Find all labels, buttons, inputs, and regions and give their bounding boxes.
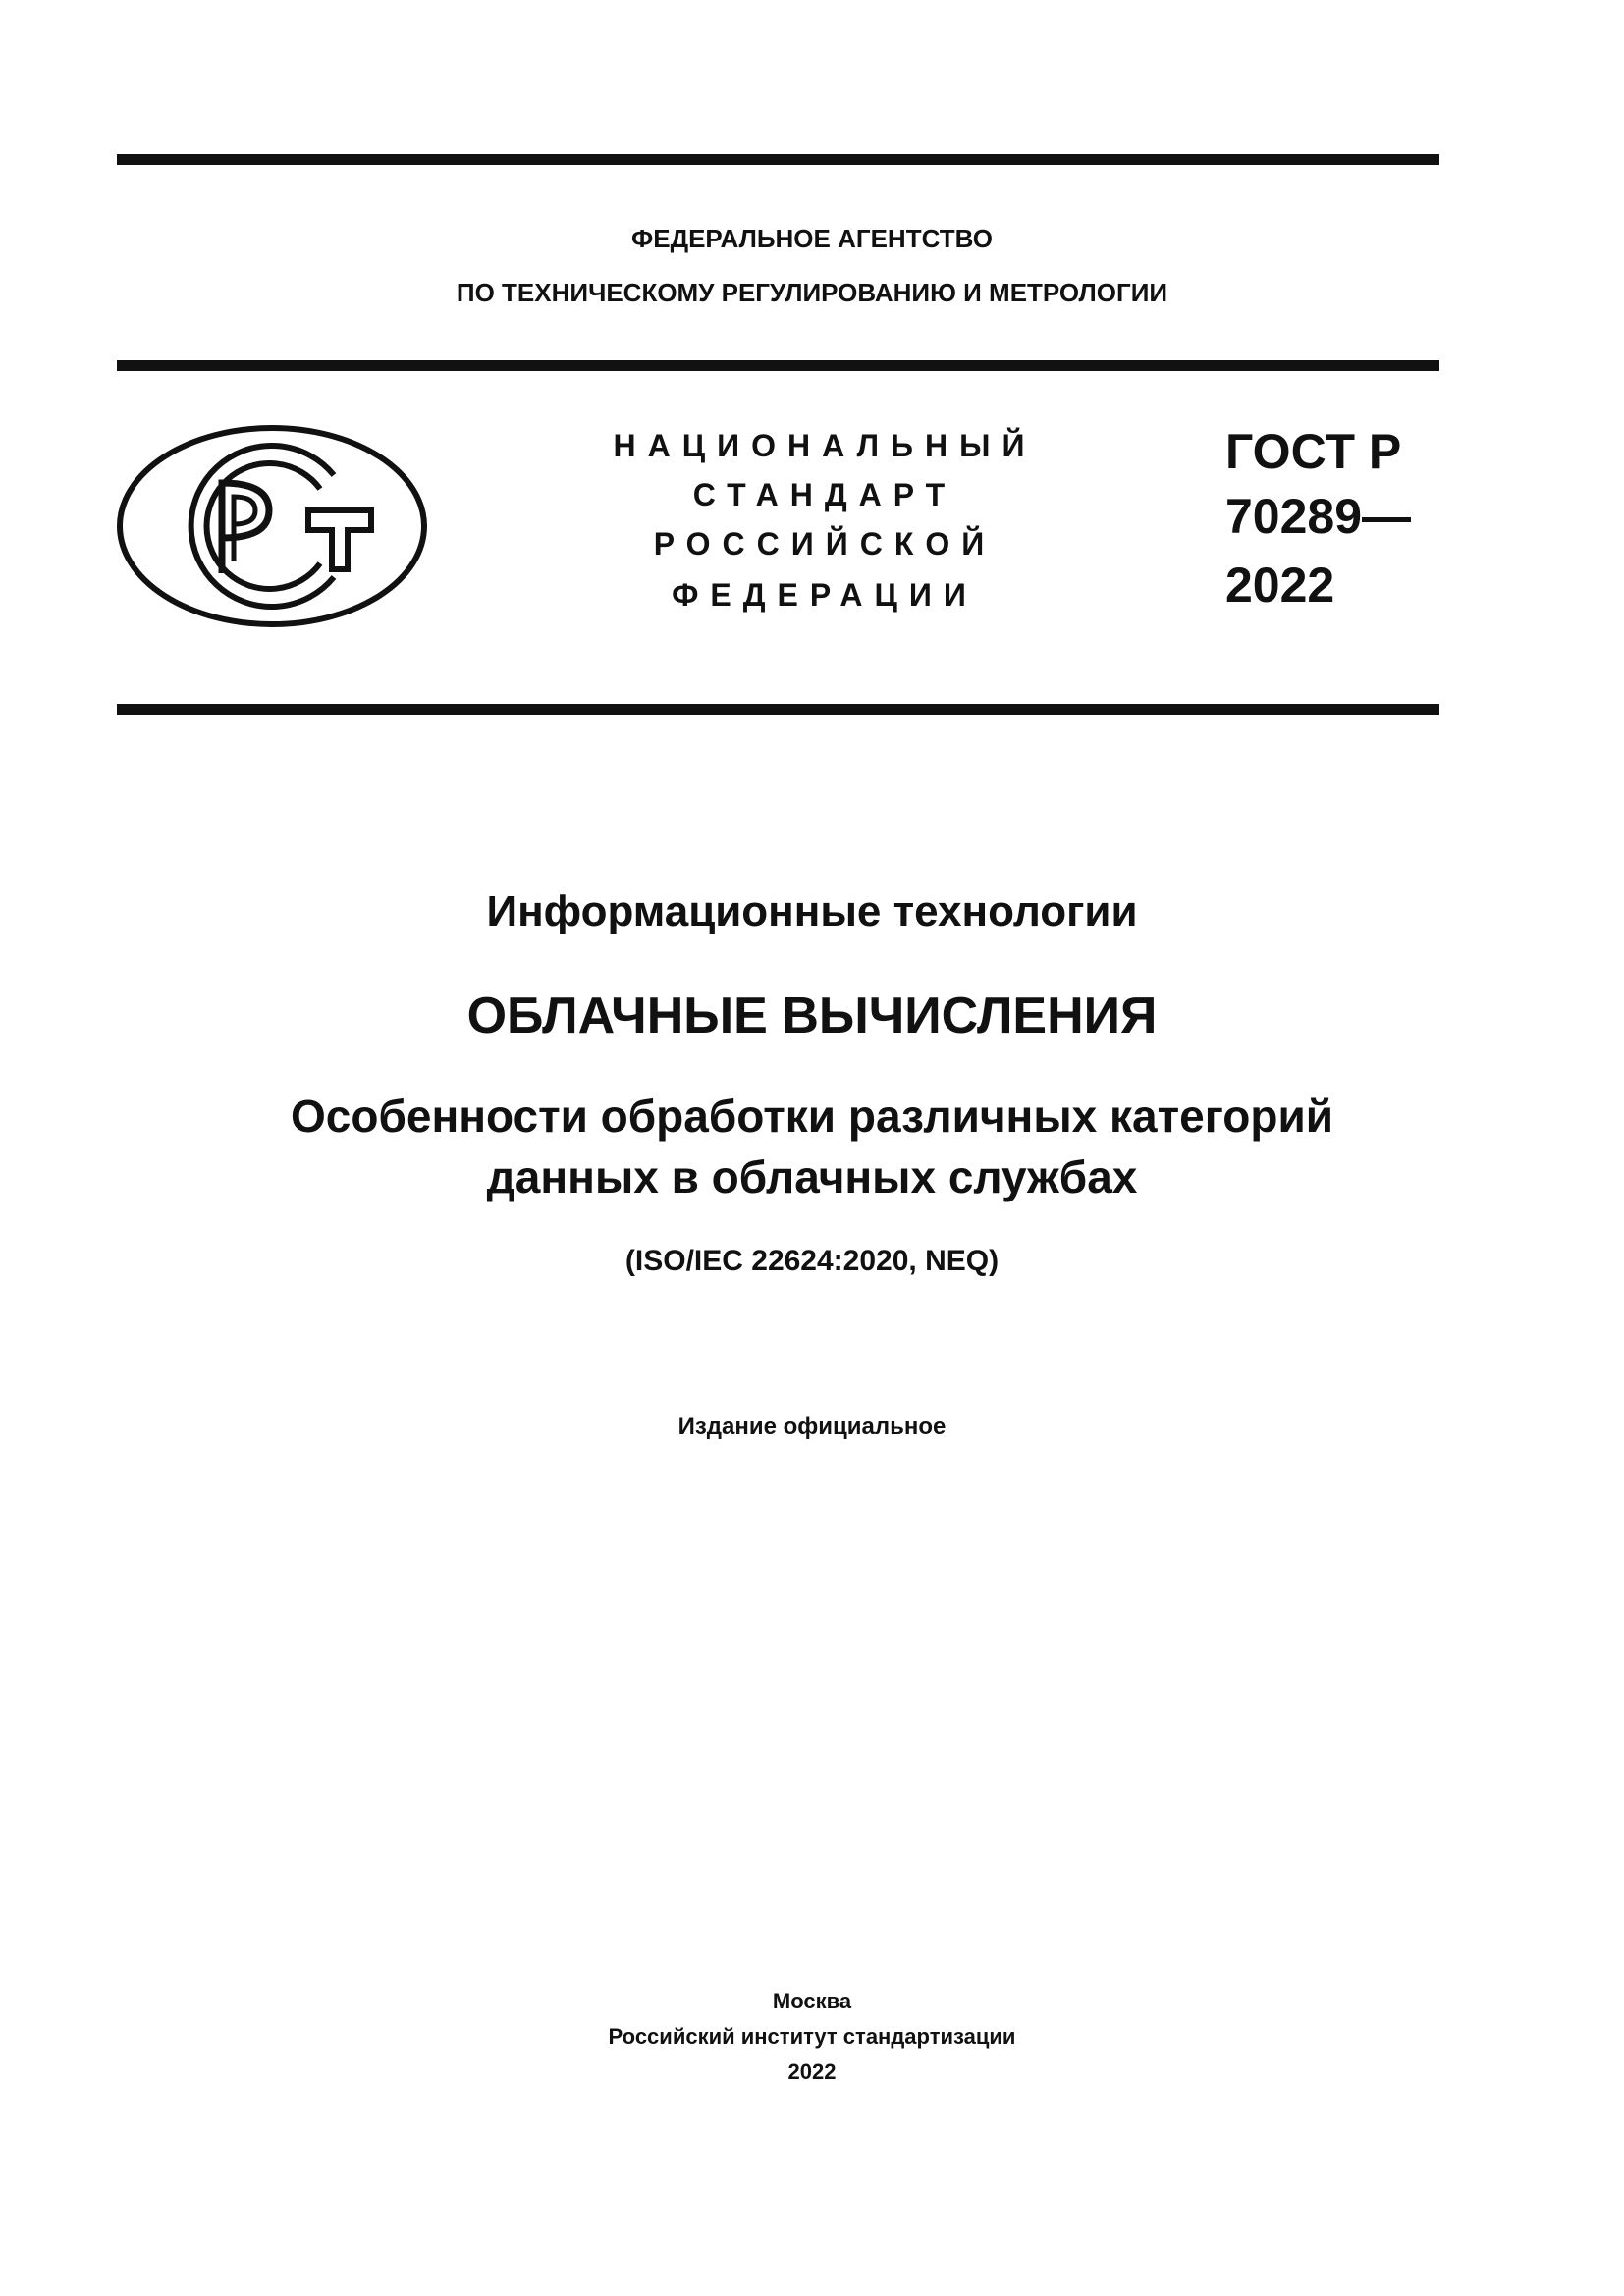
title-line-1: Информационные технологии (486, 887, 1138, 935)
agency-line-1: ФЕДЕРАЛЬНОЕ АГЕНТСТВО (631, 224, 993, 253)
footer-year: 2022 (787, 2059, 837, 2084)
agency-line-2: ПО ТЕХНИЧЕСКОМУ РЕГУЛИРОВАНИЮ И МЕТРОЛОГИИ (456, 278, 1168, 307)
footer-city: Москва (772, 1989, 852, 2013)
top-rule (117, 154, 1439, 165)
header-rule (117, 360, 1439, 371)
rst-logo-icon (116, 424, 428, 628)
title-line-3a: Особенности обработки различных категорий (290, 1091, 1334, 1142)
bottom-rule (117, 704, 1439, 715)
footer-publisher: Российский институт стандартизации (608, 2024, 1016, 2049)
title-line-2: ОБЛАЧНЫЕ ВЫЧИСЛЕНИЯ (466, 988, 1158, 1044)
title-reference: (ISO/IEC 22624:2020, NEQ) (624, 1245, 1000, 1277)
edition-label: Издание официальное (677, 1414, 947, 1440)
title-line-3b: данных в облачных службах (486, 1151, 1138, 1202)
